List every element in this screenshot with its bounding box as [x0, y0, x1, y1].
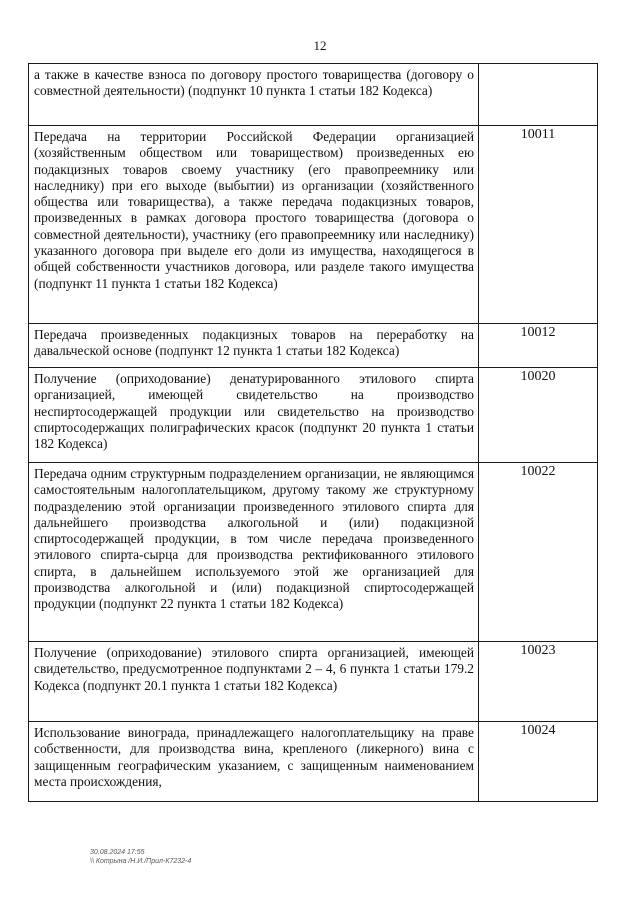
row-description: Передача одним структурным подразделением организации, не являющимся самостоятельным налогоплательщиком, другому такому же структурному подразделению этой организации произведенного этилового спирта для дальнейшего производства алкогольной и (или) подакцизной спиртосодержащей продукции, в том числе передача произведенного этилового спирта-сырца для производства ректификованного этилового спирта, в дальнейшем используемого этой же организацией для производства алкогольной и (или) подакцизной спиртосодержащей продукции (подпункт 22 пункта 1 статьи 182 Кодекса)	[29, 463, 479, 642]
row-code	[479, 64, 598, 126]
row-code: 10023	[479, 642, 598, 722]
row-code: 10012	[479, 324, 598, 368]
table-row	[29, 64, 598, 126]
codes-table	[28, 63, 598, 802]
row-description: а также в качестве взноса по договору простого товарищества (договору о совместной деятельности) (подпункт 10 пункта 1 статьи 182 Кодекса)	[29, 64, 479, 126]
row-description: Использование винограда, принадлежащего налогоплательщику на праве собственности, для производства вина, крепленого (ликерного) вина с защищенным географическим указанием, с защищенным наименованием места происхождения,	[29, 722, 479, 802]
footer-timestamp: 30.08.2024 17:55	[90, 849, 145, 856]
footer-file-reference: \\ Котрына /Н.И./Прил-К7232-4	[90, 858, 192, 865]
row-description: Получение (оприходование) денатурированного этилового спирта организацией, имеющей свидетельство на производство неспиртосодержащей продукции или свидетельство на производство спиртосодержащих полиграфических красок (подпункт 20 пункта 1 статьи 182 Кодекса)	[29, 368, 479, 463]
row-code: 10011	[479, 126, 598, 324]
row-code: 10022	[479, 463, 598, 642]
document-footer-stamp	[90, 848, 191, 866]
table-row	[29, 642, 598, 722]
row-description: Получение (оприходование) этилового спирта организацией, имеющей свидетельство, предусмотренное подпунктами 2 – 4, 6 пункта 1 статьи 179.2 Кодекса (подпункт 20.1 пункта 1 статьи 182 Кодекса)	[29, 642, 479, 722]
table-row	[29, 463, 598, 642]
table-row	[29, 368, 598, 463]
page-number: 12	[313, 38, 327, 53]
row-description: Передача произведенных подакцизных товаров на переработку на давальческой основе (подпункт 12 пункта 1 статьи 182 Кодекса)	[29, 324, 479, 368]
row-description: Передача на территории Российской Федерации организацией (хозяйственным обществом или товариществом) произведенных ею подакцизных товаров своему участнику (его правопреемнику или наследнику) при его выходе (выбытии) из организации (хозяйственного общества или товарищества), а также передача подакцизных товаров, произведенных в рамках договора простого товарищества (договора о совместной деятельности), участнику (его правопреемнику или наследнику) указанного договора при выделе его доли из имущества, находящегося в общей собственности участников договора, или разделе такого имущества (подпункт 11 пункта 1 статьи 182 Кодекса)	[29, 126, 479, 324]
table-row	[29, 324, 598, 368]
table-row	[29, 722, 598, 802]
table-row	[29, 126, 598, 324]
row-code: 10020	[479, 368, 598, 463]
row-code: 10024	[479, 722, 598, 802]
